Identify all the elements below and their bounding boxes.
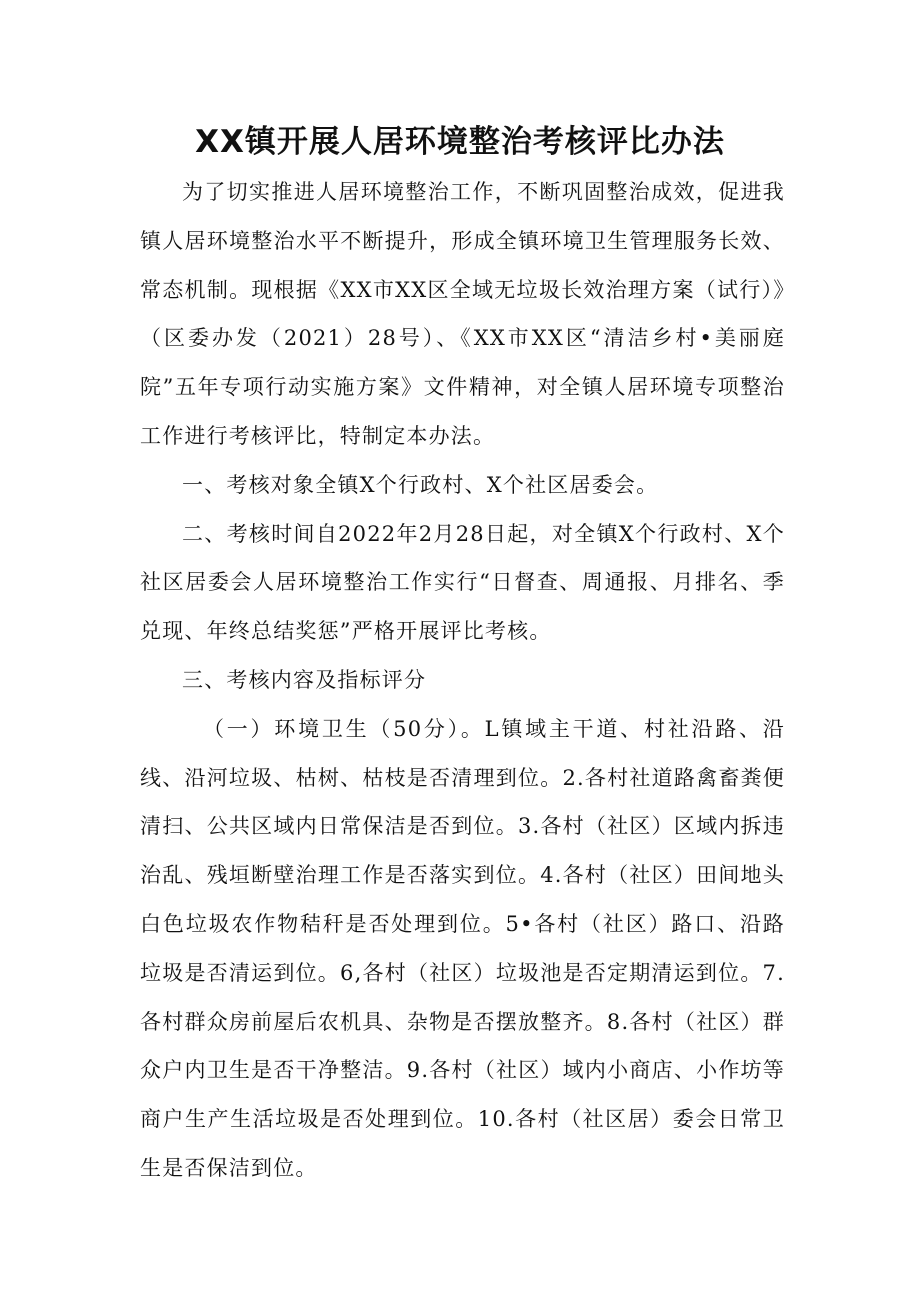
paragraph-section-3: 三、考核内容及指标评分 — [182, 667, 427, 692]
paragraph-section-2: 二、考核时间自2022年2月28日起，对全镇X个行政村、X个社区居委会人居环境整治工作实行“日督查、周通报、月排名、季兑现、年终总结奖惩”严格开展评比考核。 — [140, 521, 785, 644]
paragraph-section-1: 一、考核对象全镇X个行政村、X个社区居委会。 — [182, 472, 659, 497]
document-body — [140, 168, 785, 1193]
document-title: XX镇开展人居环境整治考核评比办法 — [195, 124, 725, 160]
paragraph-intro: 为了切实推进人居环境整治工作，不断巩固整治成效，促进我镇人居环境整治水平不断提升，形成全镇环境卫生管理服务长效、常态机制。现根据《XX市XX区全域无垃圾长效治理方案（试行）》（区委办发（2021）28号）、《XX市XX区“清洁乡村•美丽庭院”五年专项行动实施方案》文件精神，对全镇人居环境专项整治工作进行考核评比，特制定本办法。 — [140, 180, 785, 448]
paragraph-subsection-1: （一）环境卫生（50分）。L镇域主干道、村社沿路、沿线、沿河垃圾、枯树、枯枝是否清理到位。2.各村社道路禽畜粪便清扫、公共区域内日常保洁是否到位。3.各村（社区）区域内拆违治乱、残垣断壁治理工作是否落实到位。4.各村（社区）田间地头白色垃圾农作物秸秆是否处理到位。5•各村（社区）路口、沿路垃圾是否清运到位。6,各村（社区）垃圾池是否定期清运到位。7.各村群众房前屋后农机具、杂物是否摆放整齐。8.各村（社区）群众户内卫生是否干净整洁。9.各村（社区）域内小商店、小作坊等商户生产生活垃圾是否处理到位。10.各村（社区居）委会日常卫生是否保洁到位。 — [140, 716, 785, 1180]
